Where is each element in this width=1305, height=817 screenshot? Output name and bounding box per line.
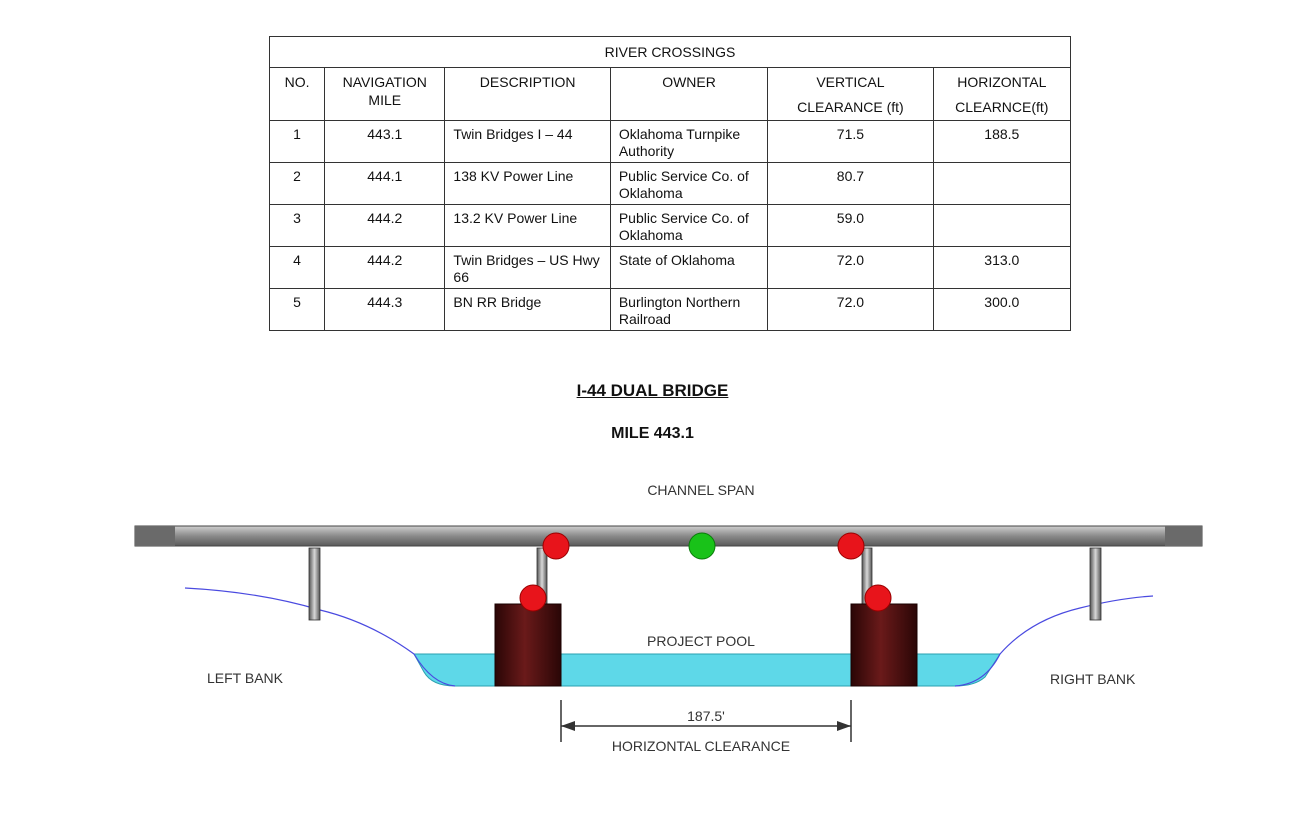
left-bank-label: LEFT BANK	[207, 670, 283, 686]
cell-mile: 444.2	[325, 205, 445, 247]
cell-owner: Public Service Co. of Oklahoma	[610, 205, 767, 247]
header-vertical-clearance: VERTICAL CLEARANCE (ft)	[768, 68, 933, 121]
right-outer-column	[1090, 548, 1101, 620]
left-outer-column	[309, 548, 320, 620]
bridge-title: I-44 DUAL BRIDGE	[576, 381, 729, 400]
cell-horizontal-clearance: 188.5	[933, 121, 1070, 163]
deck-left-end	[135, 526, 175, 546]
horizontal-clearance-label: HORIZONTAL CLEARANCE	[611, 738, 791, 754]
cell-vertical-clearance: 71.5	[768, 121, 933, 163]
cell-mile: 444.1	[325, 163, 445, 205]
cell-owner: Public Service Co. of Oklahoma	[610, 163, 767, 205]
cell-no: 3	[270, 205, 325, 247]
header-no: NO.	[270, 68, 325, 121]
cell-description: Twin Bridges – US Hwy 66	[445, 247, 610, 289]
right-span-red-light	[838, 533, 864, 559]
table-caption: RIVER CROSSINGS	[270, 37, 1071, 68]
cell-vertical-clearance: 72.0	[768, 247, 933, 289]
cell-description: BN RR Bridge	[445, 289, 610, 331]
cell-mile: 443.1	[325, 121, 445, 163]
cell-owner: State of Oklahoma	[610, 247, 767, 289]
bridge-subtitle: MILE 443.1	[611, 425, 694, 442]
cell-no: 5	[270, 289, 325, 331]
cell-description: 138 KV Power Line	[445, 163, 610, 205]
center-green-light	[689, 533, 715, 559]
cell-vertical-clearance: 72.0	[768, 289, 933, 331]
header-horizontal-clearance: HORIZONTAL CLEARNCE(ft)	[933, 68, 1070, 121]
cell-mile: 444.3	[325, 289, 445, 331]
channel-span-label: CHANNEL SPAN	[647, 482, 755, 498]
cell-no: 2	[270, 163, 325, 205]
bridge-deck	[135, 526, 1202, 546]
deck-right-end	[1165, 526, 1202, 546]
header-description: DESCRIPTION	[445, 68, 610, 121]
cell-vertical-clearance: 59.0	[768, 205, 933, 247]
right-bank-label: RIGHT BANK	[1050, 671, 1136, 687]
right-pier-red-light	[865, 585, 891, 611]
right-pier	[851, 604, 917, 686]
project-pool-label: PROJECT POOL	[647, 633, 755, 649]
cell-description: 13.2 KV Power Line	[445, 205, 610, 247]
cell-owner: Oklahoma Turnpike Authority	[610, 121, 767, 163]
left-span-red-light	[543, 533, 569, 559]
cell-description: Twin Bridges I – 44	[445, 121, 610, 163]
cell-mile: 444.2	[325, 247, 445, 289]
cell-owner: Burlington Northern Railroad	[610, 289, 767, 331]
cell-no: 1	[270, 121, 325, 163]
left-pier-red-light	[520, 585, 546, 611]
cell-horizontal-clearance: 300.0	[933, 289, 1070, 331]
cell-horizontal-clearance: 313.0	[933, 247, 1070, 289]
clearance-arrow-left	[561, 721, 575, 731]
clearance-value: 187.5'	[687, 708, 725, 724]
header-owner: OWNER	[610, 68, 767, 121]
cell-no: 4	[270, 247, 325, 289]
header-navigation-mile: NAVIGATION MILE	[325, 68, 445, 121]
cell-vertical-clearance: 80.7	[768, 163, 933, 205]
clearance-arrow-right	[837, 721, 851, 731]
left-pier	[495, 604, 561, 686]
